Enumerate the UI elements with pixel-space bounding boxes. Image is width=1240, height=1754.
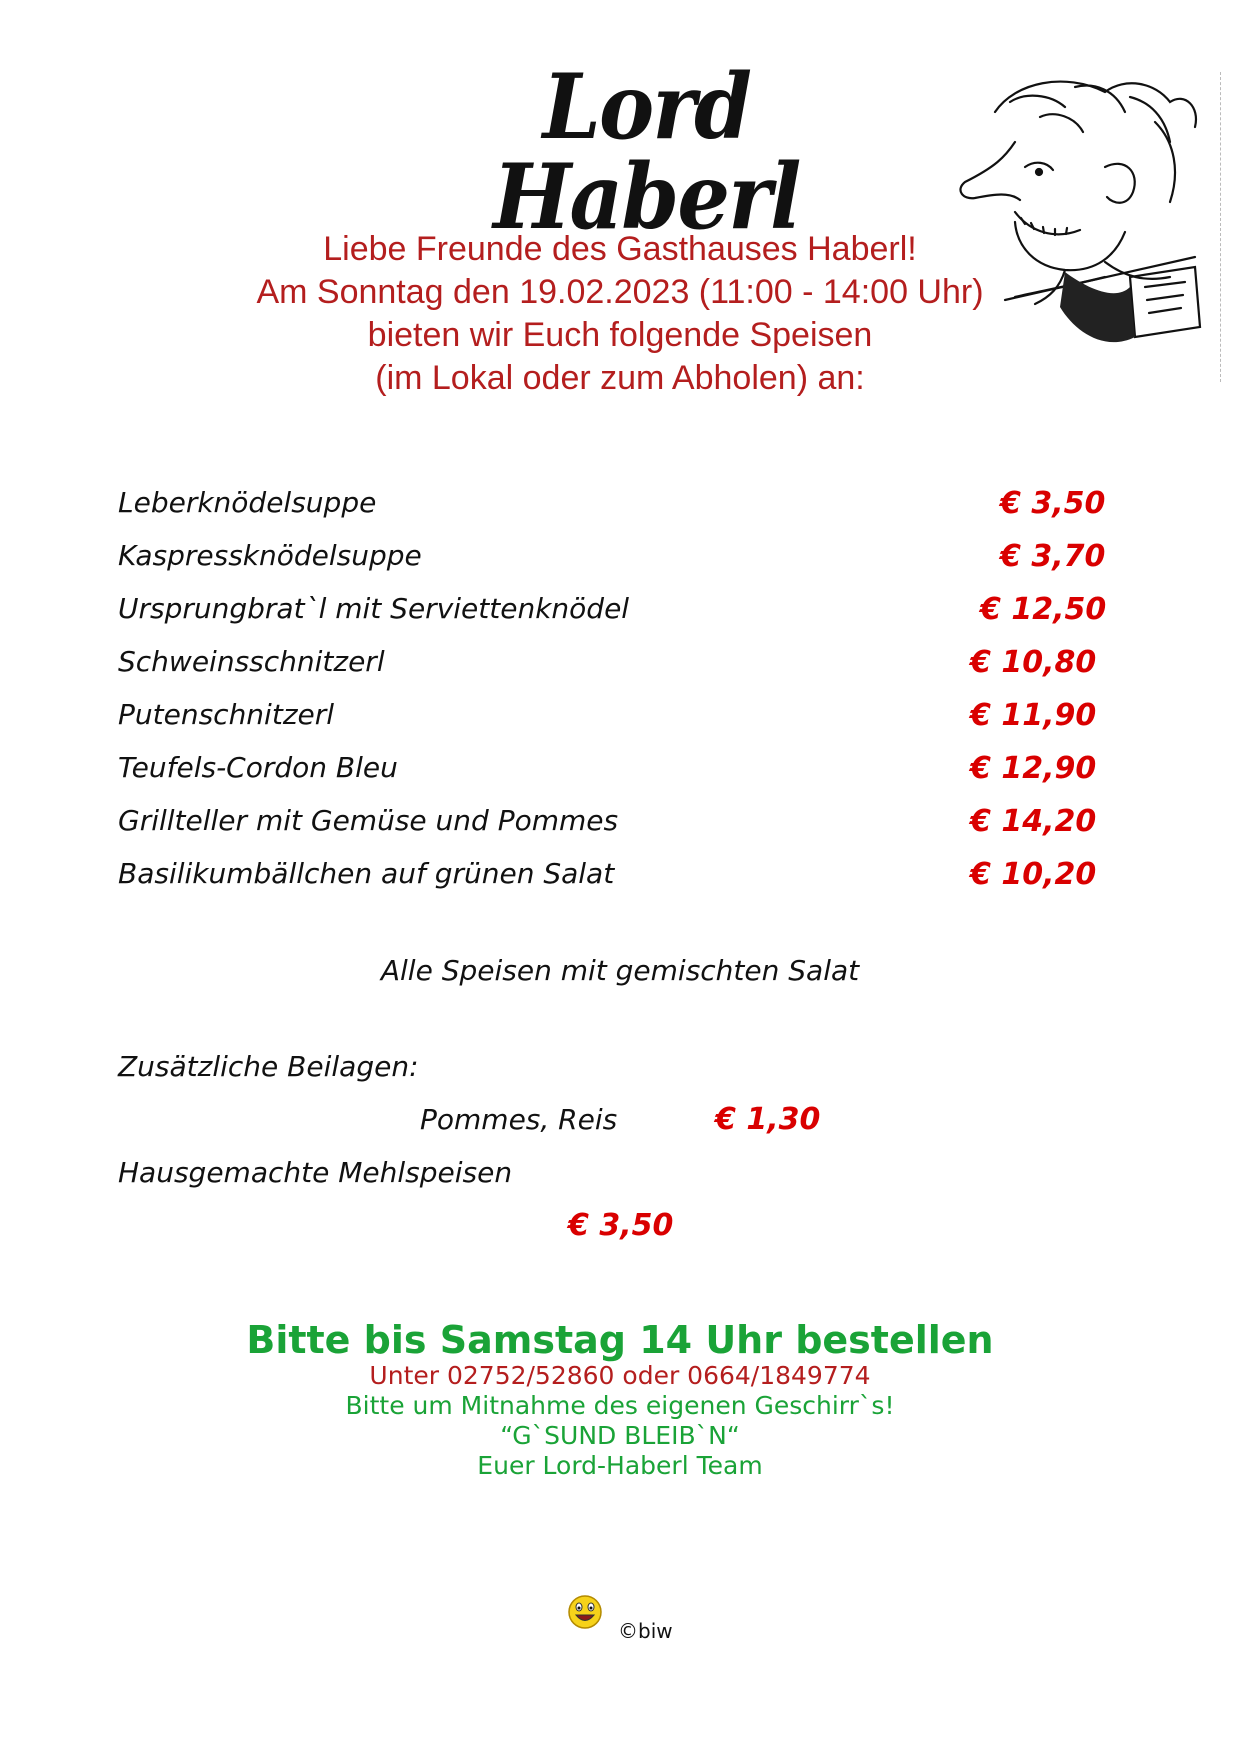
dishes-line: Bitte um Mitnahme des eigenen Geschirr`s! bbox=[345, 1391, 895, 1420]
menu-item bbox=[118, 751, 1118, 791]
menu-item bbox=[118, 486, 1118, 526]
menu-item bbox=[118, 857, 1118, 897]
menu-item-price: € 3,70 bbox=[1000, 539, 1106, 574]
intro-line: Liebe Freunde des Gasthauses Haberl! bbox=[323, 230, 917, 268]
menu-item-name: Schweinsschnitzerl bbox=[118, 645, 385, 678]
menu-item-name: Grillteller mit Gemüse und Pommes bbox=[118, 804, 619, 837]
menu-item bbox=[118, 698, 1118, 738]
desserts-price: € 3,50 bbox=[568, 1208, 674, 1243]
sides-item-price: € 1,30 bbox=[715, 1102, 821, 1137]
team-signature: Euer Lord-Haberl Team bbox=[477, 1451, 763, 1480]
menu-item-price: € 12,90 bbox=[970, 751, 1097, 786]
copyright-text: ©biw bbox=[618, 1619, 673, 1643]
menu-item bbox=[118, 539, 1118, 579]
intro-line: bieten wir Euch folgende Speisen bbox=[367, 316, 873, 354]
menu-item-name: Teufels-Cordon Bleu bbox=[118, 751, 398, 784]
sides-heading: Zusätzliche Beilagen: bbox=[118, 1050, 419, 1083]
intro-line: Am Sonntag den 19.02.2023 (11:00 - 14:00 Uhr) bbox=[256, 273, 984, 311]
menu-item bbox=[118, 592, 1118, 632]
menu-item-price: € 11,90 bbox=[970, 698, 1097, 733]
menu-item-price: € 3,50 bbox=[1000, 486, 1106, 521]
page-edge-line bbox=[1220, 72, 1222, 382]
phone-line: Unter 02752/52860 oder 0664/1849774 bbox=[369, 1361, 871, 1390]
menu-item-name: Basilikumbällchen auf grünen Salat bbox=[118, 857, 615, 890]
menu-item-price: € 12,50 bbox=[980, 592, 1107, 627]
menu-item-name: Leberknödelsuppe bbox=[118, 486, 377, 519]
menu-item-price: € 10,80 bbox=[970, 645, 1097, 680]
menu-item-name: Putenschnitzerl bbox=[118, 698, 335, 731]
intro-line: (im Lokal oder zum Abholen) an: bbox=[375, 359, 865, 397]
intro-text bbox=[150, 228, 1090, 400]
menu-item bbox=[118, 645, 1118, 685]
order-headline: Bitte bis Samstag 14 Uhr bestellen bbox=[246, 1318, 994, 1362]
restaurant-logo: Lord Haberl bbox=[493, 54, 800, 250]
menu-item-name: Kaspressknödelsuppe bbox=[118, 539, 422, 572]
salad-note: Alle Speisen mit gemischten Salat bbox=[380, 954, 860, 987]
desserts-label: Hausgemachte Mehlspeisen bbox=[118, 1156, 513, 1189]
menu-item-price: € 10,20 bbox=[970, 857, 1097, 892]
slogan: “G`SUND BLEIB`N“ bbox=[500, 1421, 740, 1450]
smiley-face-icon bbox=[567, 1594, 603, 1630]
menu-item-price: € 14,20 bbox=[970, 804, 1097, 839]
menu-item bbox=[118, 804, 1118, 844]
sides-item: Pommes, Reis bbox=[420, 1103, 618, 1136]
menu-item-name: Ursprungbrat`l mit Serviettenknödel bbox=[118, 592, 630, 625]
